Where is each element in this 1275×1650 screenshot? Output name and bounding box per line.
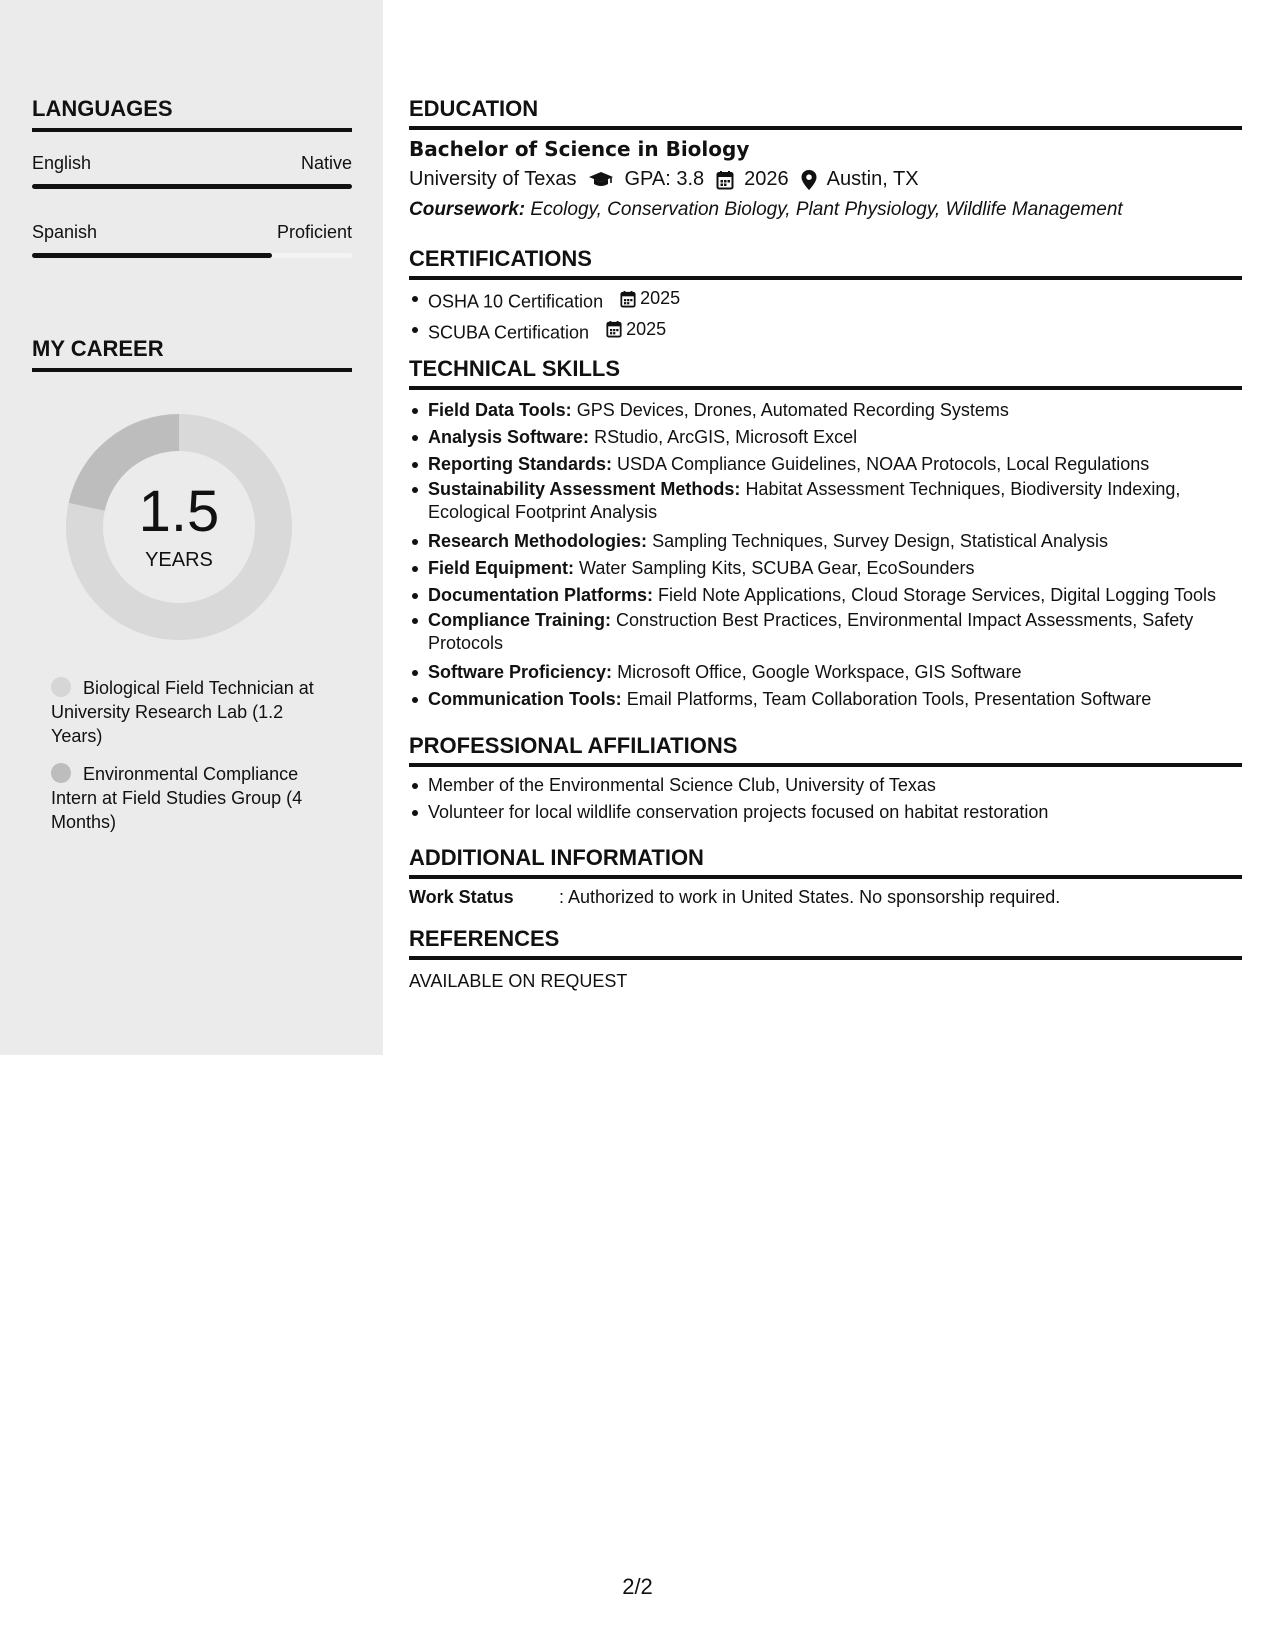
- language-bar-spanish: [32, 253, 352, 258]
- language-level: Native: [300, 153, 352, 173]
- skill-value: Habitat Assessment Techniques, Biodiversity Indexing, Ecological Footprint Analysis: [428, 479, 1181, 522]
- skill-value: GPS Devices, Drones, Automated Recording Systems: [576, 400, 1009, 420]
- list-item: [428, 609, 1248, 659]
- skill-value: Field Note Applications, Cloud Storage Services, Digital Logging Tools: [658, 585, 1217, 605]
- list-item: Member of the Environmental Science Club, University of Texas: [428, 772, 1248, 799]
- coursework: [409, 199, 1242, 221]
- language-bar-fill: [32, 253, 272, 258]
- certification-name: OSHA 10 Certification: [428, 291, 604, 312]
- education-location: Austin, TX: [826, 168, 919, 190]
- language-name: Spanish: [32, 222, 98, 242]
- graduation-year: 2026: [744, 168, 789, 190]
- language-bar-fill: [32, 184, 352, 189]
- career-item: [51, 676, 321, 748]
- list-item: [428, 397, 1248, 424]
- references-heading: REFERENCES: [409, 926, 1242, 960]
- list-item: [428, 686, 1248, 713]
- language-row-spanish: [32, 222, 352, 243]
- certification-date: [620, 285, 680, 312]
- career-total-value: 1.5: [138, 479, 220, 544]
- career-total-unit: YEARS: [145, 549, 213, 571]
- certifications-list: [428, 285, 1248, 346]
- list-item: [428, 555, 1248, 582]
- additional-info-heading: ADDITIONAL INFORMATION: [409, 845, 1242, 879]
- calendar-icon: [716, 170, 734, 190]
- coursework-list: Ecology, Conservation Biology, Plant Physiology, Wildlife Management: [530, 199, 1123, 220]
- affiliations-heading: PROFESSIONAL AFFILIATIONS: [409, 733, 1242, 767]
- graduation-cap-icon: [588, 171, 614, 189]
- skill-value: Microsoft Office, Google Workspace, GIS Software: [617, 662, 1022, 682]
- skill-label: Documentation Platforms:: [428, 585, 654, 605]
- calendar-icon: [606, 320, 622, 338]
- gpa: GPA: 3.8: [624, 168, 705, 190]
- list-item: Volunteer for local wildlife conservation projects focused on habitat restoration: [428, 799, 1248, 826]
- calendar-icon: [620, 290, 636, 308]
- language-bar-english: [32, 184, 352, 189]
- work-status-row: [409, 887, 1242, 908]
- skill-label: Software Proficiency:: [428, 662, 613, 682]
- certification-year: 2025: [640, 288, 681, 308]
- list-item: [428, 424, 1248, 451]
- education-heading: EDUCATION: [409, 96, 1242, 130]
- degree-title: Bachelor of Science in Biology: [409, 137, 750, 161]
- career-legend-dot: [51, 763, 71, 783]
- list-item: [428, 659, 1248, 686]
- skill-label: Research Methodologies:: [428, 531, 648, 551]
- skill-value: USDA Compliance Guidelines, NOAA Protocols, Local Regulations: [617, 454, 1150, 474]
- certification-name: SCUBA Certification: [428, 322, 590, 342]
- skill-label: Compliance Training:: [428, 610, 612, 630]
- coursework-label: Coursework:: [409, 199, 526, 220]
- affiliations-list: [428, 772, 1248, 826]
- career-item-label: Biological Field Technician at University Research Lab (1.2 Years): [51, 678, 314, 746]
- skill-value: Water Sampling Kits, SCUBA Gear, EcoSounders: [579, 558, 975, 578]
- skill-label: Field Data Tools:: [428, 400, 572, 420]
- skill-label: Field Equipment:: [428, 558, 574, 578]
- list-item: [428, 478, 1248, 528]
- skill-value: Sampling Techniques, Survey Design, Statistical Analysis: [652, 531, 1108, 551]
- career-item-label: Environmental Compliance Intern at Field Studies Group (4 Months): [51, 764, 303, 832]
- language-row-english: [32, 153, 352, 174]
- certifications-heading: CERTIFICATIONS: [409, 246, 1242, 280]
- technical-skills-list: [428, 397, 1248, 713]
- list-item: [428, 285, 1248, 316]
- technical-skills-heading: TECHNICAL SKILLS: [409, 356, 1242, 390]
- list-item: [428, 316, 1248, 347]
- skill-value: RStudio, ArcGIS, Microsoft Excel: [594, 427, 858, 447]
- education-meta: [409, 168, 1242, 191]
- career-heading: MY CAREER: [32, 336, 352, 372]
- career-legend-dot: [51, 677, 71, 697]
- list-item: [428, 528, 1248, 555]
- page-number: 2/2: [622, 1574, 653, 1599]
- work-status-label: Work Status: [409, 887, 514, 907]
- language-level: Proficient: [276, 222, 352, 242]
- skill-value: Construction Best Practices, Environmental Impact Assessments, Safety Protocols: [428, 610, 1194, 653]
- languages-heading: LANGUAGES: [32, 96, 352, 132]
- references-text: AVAILABLE ON REQUEST: [409, 971, 628, 991]
- skill-value: Email Platforms, Team Collaboration Tools, Presentation Software: [626, 689, 1152, 709]
- location-pin-icon: [801, 170, 817, 190]
- certification-year: 2025: [626, 318, 667, 339]
- school-name: University of Texas: [409, 168, 577, 190]
- language-name: English: [32, 153, 92, 173]
- skill-label: Sustainability Assessment Methods:: [428, 479, 741, 499]
- certification-date: [606, 316, 666, 343]
- skill-label: Analysis Software:: [428, 427, 590, 447]
- work-status-value: : Authorized to work in United States. No sponsorship required.: [559, 887, 1061, 907]
- list-item: [428, 582, 1248, 609]
- skill-label: Communication Tools:: [428, 689, 622, 709]
- list-item: [428, 451, 1248, 478]
- career-item: [51, 762, 321, 834]
- skill-label: Reporting Standards:: [428, 454, 613, 474]
